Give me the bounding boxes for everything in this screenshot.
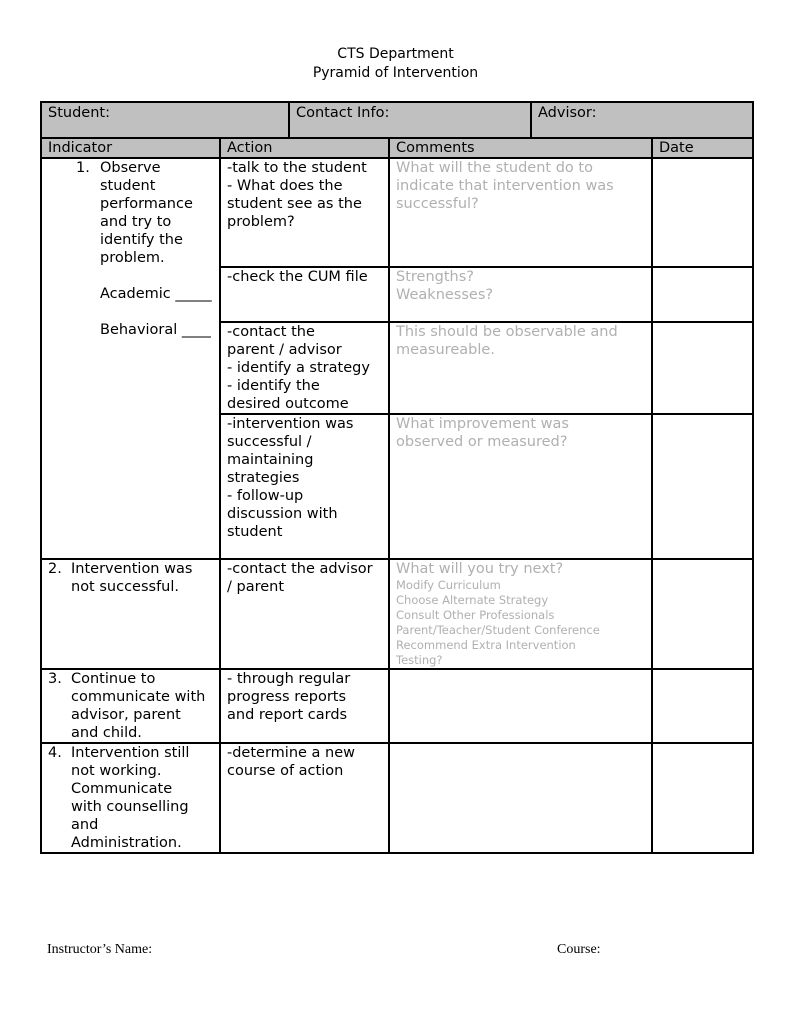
action-cell xyxy=(220,267,389,322)
header-comments: Comments xyxy=(389,138,652,158)
academic-field[interactable]: Academic _____ xyxy=(100,286,212,302)
date-cell[interactable] xyxy=(652,158,753,267)
action-line: -check the CUM file xyxy=(227,269,368,285)
header-row xyxy=(41,138,753,158)
action-line: - follow-up xyxy=(227,488,304,504)
indicator-text-line: and try to xyxy=(100,214,172,230)
indicator-text-line: communicate with xyxy=(71,689,206,705)
header-indicator: Indicator xyxy=(41,138,220,158)
indicator-text-line: Intervention was xyxy=(71,561,193,577)
indicator-number: 2. xyxy=(48,561,62,577)
indicator-text-line: Communicate xyxy=(71,781,173,797)
comment-option: Recommend Extra Intervention xyxy=(396,638,576,652)
comment-line: measureable. xyxy=(396,342,495,358)
action-line: progress reports xyxy=(227,689,347,705)
indicator-text-line: performance xyxy=(100,196,193,212)
action-line: strategies xyxy=(227,470,300,486)
comment-option: Consult Other Professionals xyxy=(396,608,555,622)
date-cell[interactable] xyxy=(652,414,753,559)
action-line: parent / advisor xyxy=(227,342,342,358)
comment-line: successful? xyxy=(396,196,479,212)
comment-option: Parent/Teacher/Student Conference xyxy=(396,623,600,637)
indicator-text-line: not successful. xyxy=(71,579,180,595)
indicator-number: 4. xyxy=(48,745,62,761)
comment-line: What improvement was xyxy=(396,416,569,432)
action-cell xyxy=(220,414,389,559)
indicator-text-line: and child. xyxy=(71,725,142,741)
course-label: Course: xyxy=(557,942,601,957)
action-line: -talk to the student xyxy=(227,160,367,176)
comment-cell[interactable] xyxy=(389,158,652,267)
comment-line: Strengths? xyxy=(396,269,474,285)
comment-line: What will the student do to xyxy=(396,160,593,176)
indicator-4-cell xyxy=(41,743,220,853)
indicator-text-line: problem. xyxy=(100,250,165,266)
contact-info-field[interactable]: Contact Info: xyxy=(289,102,531,138)
table-row xyxy=(41,158,753,267)
comment-cell[interactable] xyxy=(389,743,652,853)
indicator-text-line: with counselling xyxy=(71,799,189,815)
document-title xyxy=(0,45,791,83)
comment-cell[interactable] xyxy=(389,267,652,322)
action-cell xyxy=(220,743,389,853)
action-line: - identify the xyxy=(227,378,320,394)
indicator-text-line: Observe xyxy=(100,160,161,176)
advisor-field[interactable]: Advisor: xyxy=(531,102,753,138)
comment-option: Choose Alternate Strategy xyxy=(396,593,549,607)
action-cell xyxy=(220,669,389,743)
indicator-3-cell xyxy=(41,669,220,743)
action-line: -contact the advisor xyxy=(227,561,373,577)
behavioral-field[interactable]: Behavioral ____ xyxy=(100,322,211,338)
action-line: -intervention was xyxy=(227,416,354,432)
action-line: student xyxy=(227,524,283,540)
action-line: course of action xyxy=(227,763,344,779)
date-cell[interactable] xyxy=(652,267,753,322)
action-line: and report cards xyxy=(227,707,348,723)
instructor-name-label: Instructor’s Name: xyxy=(47,942,153,957)
comment-cell[interactable] xyxy=(389,322,652,414)
comment-cell[interactable] xyxy=(389,559,652,669)
table-row xyxy=(41,559,753,669)
comment-line: indicate that intervention was xyxy=(396,178,614,194)
comment-line: This should be observable and xyxy=(396,324,618,340)
table-row xyxy=(41,743,753,853)
indicator-text-line: not working. xyxy=(71,763,162,779)
indicator-1-cell xyxy=(41,158,220,559)
comment-line: Weaknesses? xyxy=(396,287,494,303)
student-info-table xyxy=(40,101,754,139)
indicator-2-cell xyxy=(41,559,220,669)
indicator-text-line: Continue to xyxy=(71,671,156,687)
action-line: -determine a new xyxy=(227,745,356,761)
action-line: problem? xyxy=(227,214,295,230)
date-cell[interactable] xyxy=(652,743,753,853)
form-title: Pyramid of Intervention xyxy=(312,65,479,81)
action-cell xyxy=(220,322,389,414)
comment-option: Testing? xyxy=(396,653,443,667)
intervention-table xyxy=(40,137,754,854)
indicator-text-line: identify the xyxy=(100,232,183,248)
action-line: - identify a strategy xyxy=(227,360,370,376)
action-line: student see as the xyxy=(227,196,362,212)
action-line: maintaining xyxy=(227,452,314,468)
date-cell[interactable] xyxy=(652,322,753,414)
action-cell xyxy=(220,559,389,669)
comment-line: What will you try next? xyxy=(396,561,564,577)
date-cell[interactable] xyxy=(652,669,753,743)
action-line: discussion with xyxy=(227,506,338,522)
action-line: -contact the xyxy=(227,324,315,340)
action-line: desired outcome xyxy=(227,396,349,412)
indicator-text-line: and xyxy=(71,817,99,833)
comment-cell[interactable] xyxy=(389,669,652,743)
comment-line: observed or measured? xyxy=(396,434,568,450)
indicator-number: 1. xyxy=(76,160,90,176)
comment-cell[interactable] xyxy=(389,414,652,559)
action-line: successful / xyxy=(227,434,312,450)
department-title: CTS Department xyxy=(337,46,454,62)
comment-option: Modify Curriculum xyxy=(396,578,501,592)
student-field[interactable]: Student: xyxy=(41,102,289,138)
action-line: / parent xyxy=(227,579,285,595)
indicator-text-line: student xyxy=(100,178,156,194)
date-cell[interactable] xyxy=(652,559,753,669)
table-row xyxy=(41,669,753,743)
indicator-number: 3. xyxy=(48,671,62,687)
indicator-text-line: Administration. xyxy=(71,835,182,851)
action-cell xyxy=(220,158,389,267)
header-date: Date xyxy=(652,138,753,158)
indicator-text-line: Intervention still xyxy=(71,745,190,761)
action-line: - through regular xyxy=(227,671,351,687)
header-action: Action xyxy=(220,138,389,158)
indicator-text-line: advisor, parent xyxy=(71,707,181,723)
action-line: - What does the xyxy=(227,178,343,194)
